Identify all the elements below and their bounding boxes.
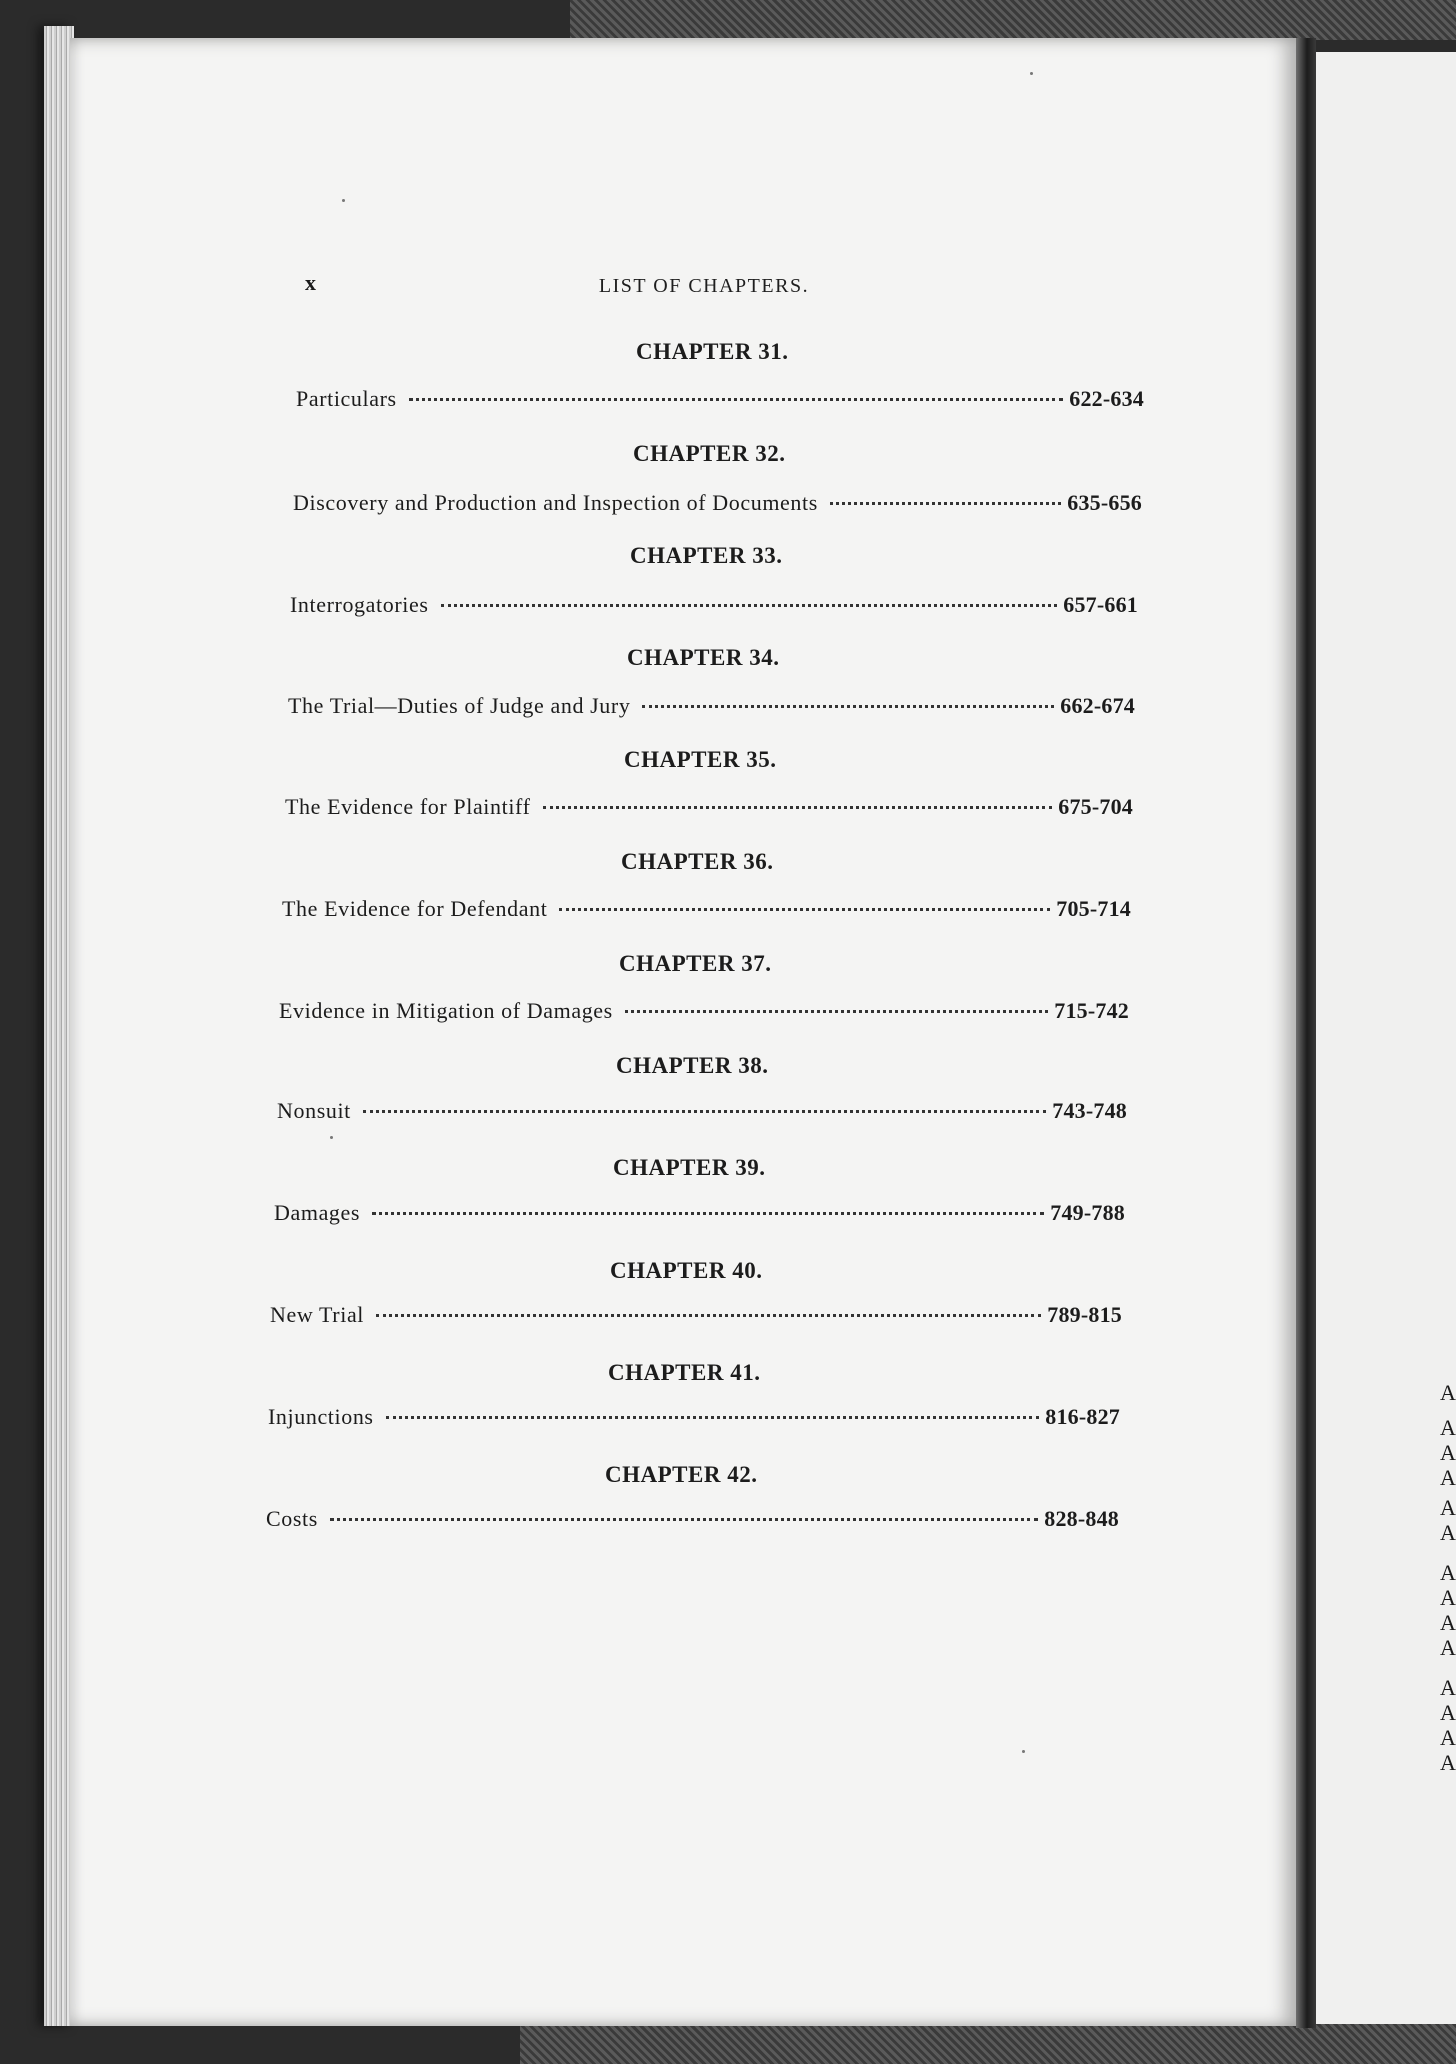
dot-leader xyxy=(441,604,1058,607)
toc-entry xyxy=(279,998,1129,1024)
entry-pages: 749-788 xyxy=(1050,1200,1125,1225)
dot-leader xyxy=(625,1010,1048,1013)
chapter-heading: CHAPTER 42. xyxy=(605,1462,758,1487)
entry-title: Damages xyxy=(274,1200,361,1225)
facing-page xyxy=(1316,52,1456,2024)
chapter-heading: CHAPTER 38. xyxy=(616,1053,769,1078)
dot-leader xyxy=(330,1518,1038,1521)
entry-pages: 622-634 xyxy=(1069,386,1144,411)
paper-speck xyxy=(1030,72,1033,75)
chapter-heading: CHAPTER 31. xyxy=(636,339,789,364)
entry-pages: 662-674 xyxy=(1060,693,1135,718)
entry-pages: 715-742 xyxy=(1054,998,1129,1023)
entry-pages: 789-815 xyxy=(1047,1302,1122,1327)
entry-title: Interrogatories xyxy=(290,592,429,617)
entry-title: Discovery and Production and Inspection of Documents xyxy=(293,490,818,515)
page-number: x xyxy=(305,270,316,295)
chapter-heading: CHAPTER 41. xyxy=(608,1360,761,1385)
book-cloth-top xyxy=(570,0,1456,40)
running-head-title: LIST OF CHAPTERS. xyxy=(598,275,810,297)
entry-title: Particulars xyxy=(296,386,397,411)
chapter-heading: CHAPTER 37. xyxy=(619,951,772,976)
entry-title: Costs xyxy=(266,1506,318,1531)
toc-entry xyxy=(288,693,1135,719)
toc-entry xyxy=(268,1404,1120,1430)
entry-title: Nonsuit xyxy=(277,1098,351,1123)
entry-pages: 828-848 xyxy=(1044,1506,1119,1531)
dot-leader xyxy=(372,1212,1044,1215)
dot-leader xyxy=(559,908,1050,911)
chapter-heading: CHAPTER 32. xyxy=(633,441,786,466)
chapter-heading: CHAPTER 36. xyxy=(621,849,774,874)
chapter-heading: CHAPTER 35. xyxy=(624,747,777,772)
chapter-heading: CHAPTER 40. xyxy=(610,1258,763,1283)
chapter-heading: CHAPTER 34. xyxy=(627,645,780,670)
toc-entry xyxy=(296,386,1144,412)
toc-entry xyxy=(290,592,1138,618)
entry-title: The Evidence for Defendant xyxy=(282,896,548,921)
dot-leader xyxy=(376,1314,1041,1317)
entry-pages: 675-704 xyxy=(1058,794,1133,819)
dot-leader xyxy=(409,398,1064,401)
book-gutter xyxy=(1296,38,1316,2028)
paper-speck xyxy=(1022,1750,1025,1753)
dot-leader xyxy=(543,806,1053,809)
toc-entry xyxy=(282,896,1131,922)
entry-pages: 816-827 xyxy=(1045,1404,1120,1429)
entry-title: Injunctions xyxy=(268,1404,374,1429)
dot-leader xyxy=(642,705,1054,708)
entry-pages: 635-656 xyxy=(1067,490,1142,515)
entry-title: New Trial xyxy=(270,1302,365,1327)
facing-page-letters: A A A A A A A A A A A A A A xyxy=(1440,1380,1456,1775)
chapter-heading: CHAPTER 33. xyxy=(630,543,783,568)
entry-title: The Evidence for Plaintiff xyxy=(285,794,531,819)
entry-title: Evidence in Mitigation of Damages xyxy=(279,998,613,1023)
toc-entry xyxy=(285,794,1133,820)
dot-leader xyxy=(363,1110,1046,1113)
toc-entry xyxy=(293,490,1142,516)
entry-title: The Trial—Duties of Judge and Jury xyxy=(288,693,631,718)
chapter-heading: CHAPTER 39. xyxy=(613,1155,766,1180)
toc-entry xyxy=(277,1098,1127,1124)
paper-speck xyxy=(342,199,345,202)
entry-pages: 657-661 xyxy=(1063,592,1138,617)
dot-leader xyxy=(830,502,1061,505)
dot-leader xyxy=(386,1416,1040,1419)
paper-speck xyxy=(330,1136,333,1139)
entry-pages: 705-714 xyxy=(1056,896,1131,921)
toc-entry xyxy=(270,1302,1122,1328)
toc-entry xyxy=(266,1506,1119,1532)
book-page xyxy=(70,38,1300,2026)
toc-entry xyxy=(274,1200,1125,1226)
entry-pages: 743-748 xyxy=(1052,1098,1127,1123)
